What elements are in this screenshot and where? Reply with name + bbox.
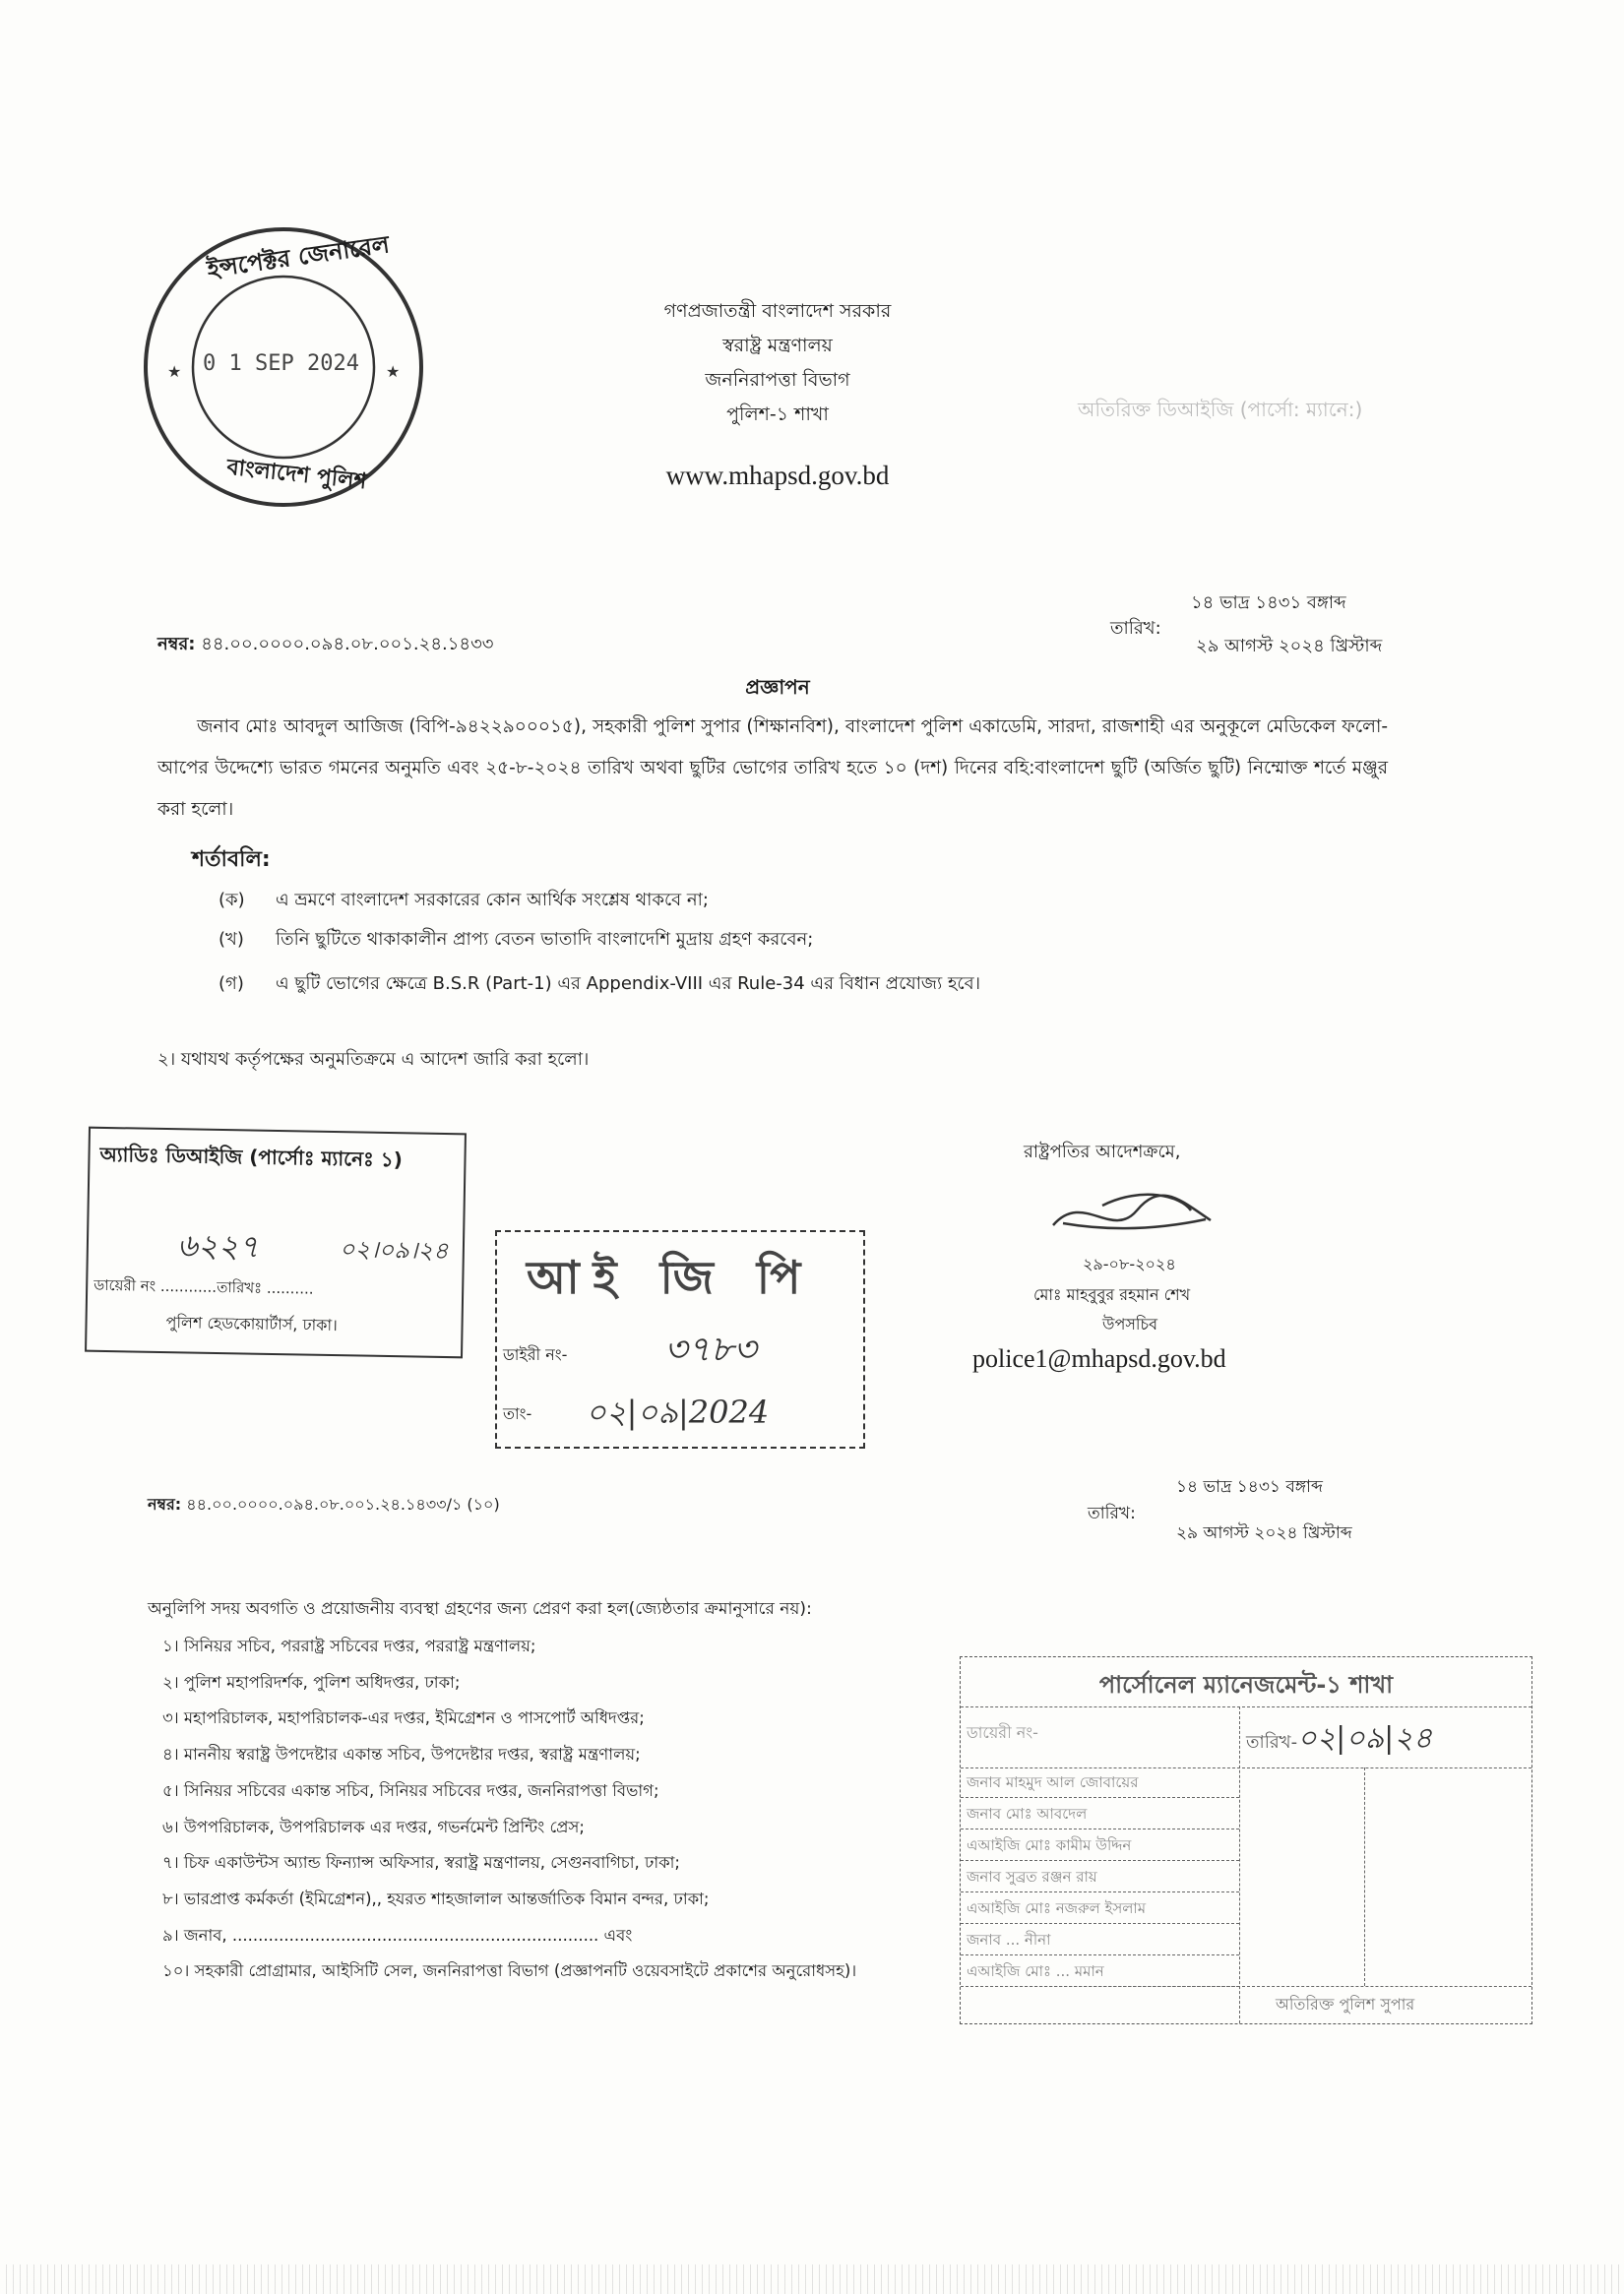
copy-item: ৫। সিনিয়র সচিবের একান্ত সচিব, সিনিয়র সচিবের দপ্তর, জননিরাপত্তা বিভাগ; (162, 1780, 659, 1800)
stamp-officer-row: জনাব মোঃ আবদেল (961, 1799, 1239, 1829)
svg-text:★: ★ (167, 362, 182, 381)
notice-body: জনাব মোঃ আবদুল আজিজ (বিপি-৯৪২২৯০০০১৫), সহকারী পুলিশ সুপার (শিক্ষানবিশ), বাংলাদেশ পুলিশ একাডেমি, সারদা, রাজশাহী এর অনুকূলে মেডিকেল ফলো-আপের উদ্দেশ্যে ভারত গমনের অনুমতি এবং ২৫-৮-২০২৪ তারিখ অথবা ছুটির ভোগের তারিখ হতে ১০ (দশ) দিনের বহি:বাংলাদেশ ছুটি (অর্জিত ছুটি) নিম্মোক্ত শর্তে মঞ্জুর করা হলো। (157, 716, 1388, 820)
stamp-footer: পুলিশ হেডকোয়ার্টার্স, ঢাকা। (165, 1313, 338, 1335)
condition-item: (খ) তিনি ছুটিতে থাকাকালীন প্রাপ্য বেতন ভাতাদি বাংলাদেশি মুদ্রায় গ্রহণ করবেন; (219, 929, 814, 950)
copy-list (162, 1629, 856, 1990)
stamp-title: আই জি পি (527, 1251, 815, 1304)
copy-item: ১। সিনিয়র সচিব, পররাষ্ট্র সচিবের দপ্তর, পররাষ্ট্র মন্ত্রণালয়; (162, 1637, 536, 1655)
govt-name: গণপ্রজাতন্ত্রী বাংলাদেশ সরকার (663, 300, 892, 322)
stamp-date: ০২।০৯।২৪ (339, 1235, 449, 1266)
stamp-date-label: তারিখ-০২|০৯|২৪ (1246, 1721, 1433, 1756)
ministry-name: স্বরাষ্ট্র মন্ত্রণালয় (722, 335, 833, 356)
stamp-officer-row: এআইজি মোঃ কামীম উদ্দিন (961, 1830, 1239, 1861)
condition-item: (ক) এ ভ্রমণে বাংলাদেশ সরকারের কোন আর্থিক সংশ্লেষ থাকবে না; (219, 890, 709, 910)
date-bangla: ১৪ ভাদ্র ১৪৩১ বঙ্গাব্দ (1191, 592, 1346, 613)
signatory-designation: উপসচিব (1102, 1315, 1158, 1333)
order-paragraph: ২। যথাযথ কর্তৃপক্ষের অনুমতিক্রমে এ আদেশ জারি করা হলো। (157, 1049, 590, 1070)
stamp-title: অ্যাডিঃ ডিআইজি (পার্সোঃ ম্যানেঃ ১) (99, 1142, 404, 1172)
copy-item: ৮। ভারপ্রাপ্ত কর্মকর্তা (ইমিগ্রেশন),, হযরত শাহজালাল আন্তর্জাতিক বিমান বন্দর, ঢাকা; (162, 1889, 710, 1908)
date-bangla-copy: ১৪ ভাদ্র ১৪৩১ বঙ্গাব্দ (1176, 1477, 1323, 1497)
conditions-heading: শর্তাবলি: (192, 847, 271, 872)
notice-title: প্রজ্ঞাপন (745, 675, 810, 699)
date-label: তারিখ: (1110, 618, 1161, 639)
stamp-date: ০২|০৯|2024 (586, 1394, 770, 1431)
date-label-copy: তারিখ: (1088, 1504, 1136, 1523)
stamp-diary-number: ৩৭৮৩ (664, 1330, 757, 1370)
memo-number-copy: নম্বর: ৪৪.০০.০০০০.০৯৪.০৮.০০১.২৪.১৪৩৩/১ (১০) (148, 1495, 500, 1514)
stamp-diary-label: ডায়েরী নং- (967, 1723, 1038, 1742)
copy-item: ১০। সহকারী প্রোগ্রামার, আইসিটি সেল, জননিরাপত্তা বিভাগ (প্রজ্ঞাপনটি ওয়েবসাইটে প্রকাশের অনুরোধসহ)। (162, 1961, 857, 1981)
copy-item: ৩। মহাপরিচালক, মহাপরিচালক-এর দপ্তর, ইমিগ্রেশন ও পাসপোর্ট অধিদপ্তর; (162, 1708, 645, 1728)
svg-text:★: ★ (386, 362, 401, 381)
copy-item: ৪। মাননীয় স্বরাষ্ট্র উপদেষ্টার একান্ত সচিব, উপদেষ্টার দপ্তর, স্বরাষ্ট্র মন্ত্রণালয়; (162, 1745, 641, 1765)
received-stamp-igp (495, 1230, 865, 1449)
stamp-officer-row: জনাব ... নীনা (961, 1925, 1239, 1955)
scan-edge-noise (0, 2264, 1624, 2294)
stamp-footer: অতিরিক্ত পুলিশ সুপার (1276, 1995, 1415, 2014)
branch-receipt-stamp (960, 1656, 1532, 2024)
seal-bottom-text: বাংলাদেশ পুলিশ (225, 455, 368, 495)
signatory-email[interactable]: police1@mhapsd.gov.bd (972, 1344, 1226, 1373)
condition-item: (গ) এ ছুটি ভোগের ক্ষেত্রে B.S.R (Part-1) এর Appendix-VIII এর Rule-34 এর বিধান প্রযোজ্য হবে। (219, 973, 981, 994)
stamp-diary-label: ডায়েরী নং ............তারিখঃ .......... (94, 1275, 314, 1298)
stamp-diary-label: ডাইরী নং- (503, 1345, 568, 1364)
stamp-officer-row: এআইজি মোঃ নজরুল ইসলাম (961, 1893, 1239, 1924)
date-gregorian-copy: ২৯ আগস্ট ২০২৪ খ্রিস্টাব্দ (1176, 1523, 1352, 1543)
stamp-diary-number: ৬২২৭ (176, 1226, 260, 1266)
stamp-date-label: তাং- (503, 1404, 532, 1423)
memo-number: নম্বর: ৪৪.০০.০০০০.০৯৪.০৮.০০১.২৪.১৪৩৩ (157, 634, 494, 654)
stamp-title: পার্সোনেল ম্যানেজমেন্ট-১ শাখা (1098, 1671, 1394, 1699)
signature-date: ২৯-০৮-২০২৪ (1083, 1255, 1176, 1273)
copy-item: ২। পুলিশ মহাপরিদর্শক, পুলিশ অধিদপ্তর, ঢাকা; (162, 1672, 461, 1692)
stamp-officer-row: জনাব মাহমুদ আল জোবায়ের (961, 1767, 1239, 1798)
copy-intro: অনুলিপি সদয় অবগতি ও প্রয়োজনীয় ব্যবস্থা গ্রহণের জন্য প্রেরণ করা হল(জ্যেষ্ঠতার ক্রমানুসারে নয়): (148, 1599, 812, 1619)
faded-note: অতিরিক্ত ডিআইজি (পার্সো: ম্যানে:) (1078, 398, 1363, 421)
copy-item: ৬। উপপরিচালক, উপপরিচালক এর দপ্তর, গভর্নমেন্ট প্রিন্টিং প্রেস; (162, 1817, 585, 1836)
order-line: রাষ্ট্রপতির আদেশক্রমে, (1024, 1142, 1181, 1162)
website-link[interactable]: www.mhapsd.gov.bd (665, 461, 890, 490)
branch-name: পুলিশ-১ শাখা (726, 403, 829, 425)
stamp-officer-row: এআইজি মোঃ ... মমান (961, 1956, 1239, 1987)
copy-item: ৯। জনাব, ....................................................................... এবং (162, 1925, 633, 1945)
copy-item: ৭। চিফ একাউন্টস অ্যান্ড ফিন্যান্স অফিসার, স্বরাষ্ট্র মন্ত্রণালয়, সেগুনবাগিচা, ঢাকা; (162, 1853, 680, 1873)
date-gregorian: ২৯ আগস্ট ২০২৪ খ্রিস্টাব্দ (1196, 636, 1383, 656)
seal-top-text: ইন্সপেক্টর জেনারেল (205, 230, 392, 283)
received-stamp-adig (85, 1127, 467, 1359)
stamp-officer-row: জনাব সুব্রত রঞ্জন রায় (961, 1862, 1239, 1892)
signature-scribble-icon (1043, 1186, 1220, 1245)
signatory-name: মোঃ মাহবুবুর রহমান শেখ (1033, 1285, 1191, 1304)
seal-date: 0 1 SEP 2024 (203, 351, 359, 376)
division-name: জননিরাপত্তা বিভাগ (705, 369, 850, 391)
